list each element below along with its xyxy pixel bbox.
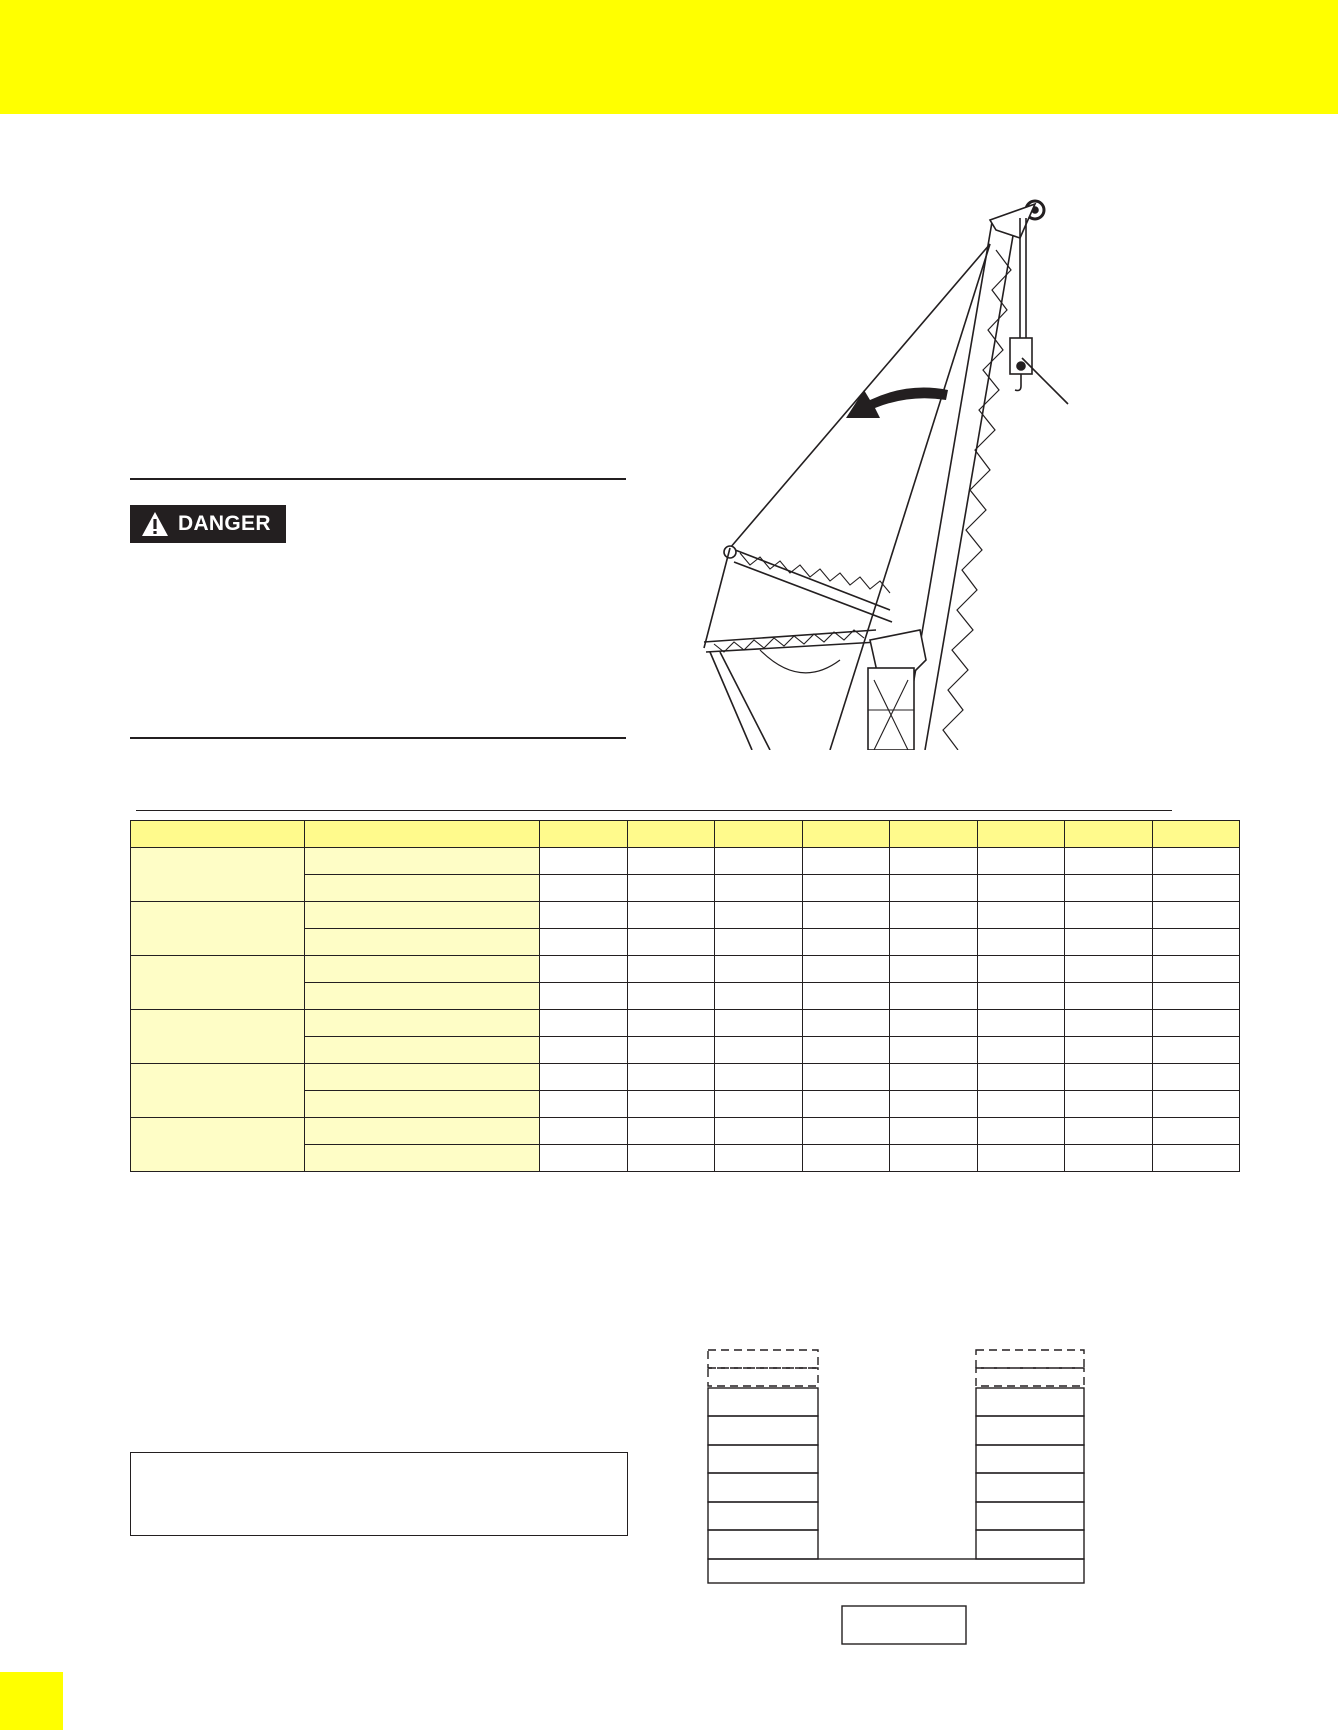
curved-rotation-arrow-icon [846,388,948,418]
header-band [0,0,1338,114]
warning-triangle-icon [141,511,169,537]
group-label-cell [131,1118,305,1172]
pendant-lines [730,244,990,750]
base-tray [708,1559,1084,1583]
section-rule-bottom [130,737,626,739]
spec-table [130,820,1240,1172]
row-label-cell [305,983,540,1010]
mast-lower [704,548,878,750]
header-cell [890,821,978,848]
row-label-cell [305,1118,540,1145]
label-box [842,1606,966,1644]
row-label-cell [305,875,540,902]
table-top-rule [136,810,1172,811]
left-stack [708,1350,818,1559]
group-label-cell [131,956,305,1010]
row-label-cell [305,1010,540,1037]
crane-base [868,630,926,750]
corner-tab [0,1672,63,1730]
boom-tip [990,201,1044,238]
header-cell [131,821,305,848]
row-label-cell [305,1091,540,1118]
header-cell [1065,821,1153,848]
hook-block [1010,218,1068,404]
header-cell [628,821,715,848]
right-stack [976,1350,1084,1559]
table-row [131,902,1240,929]
row-label-cell [305,1145,540,1172]
row-label-cell [305,956,540,983]
danger-badge [130,505,286,543]
counterweight-stack-diagram [706,1348,1086,1648]
table-row [131,956,1240,983]
section-rule-top [130,478,626,480]
row-label-cell [305,1064,540,1091]
mast-upper [724,546,892,622]
group-label-cell [131,902,305,956]
row-label-cell [305,848,540,875]
row-label-cell [305,1037,540,1064]
table-row [131,1010,1240,1037]
table-row [131,1118,1240,1145]
header-cell [803,821,890,848]
crane-illustration [690,190,1080,750]
row-label-cell [305,902,540,929]
header-cell [715,821,803,848]
note-box [130,1452,628,1536]
table-row [131,1064,1240,1091]
header-cell [305,821,540,848]
boom-lattice [902,222,1015,750]
header-cell [1153,821,1240,848]
group-label-cell [131,1010,305,1064]
danger-label: DANGER [178,512,271,535]
header-cell [978,821,1065,848]
row-label-cell [305,929,540,956]
table-header-row [131,821,1240,848]
header-cell [540,821,628,848]
table-row [131,848,1240,875]
group-label-cell [131,848,305,902]
group-label-cell [131,1064,305,1118]
